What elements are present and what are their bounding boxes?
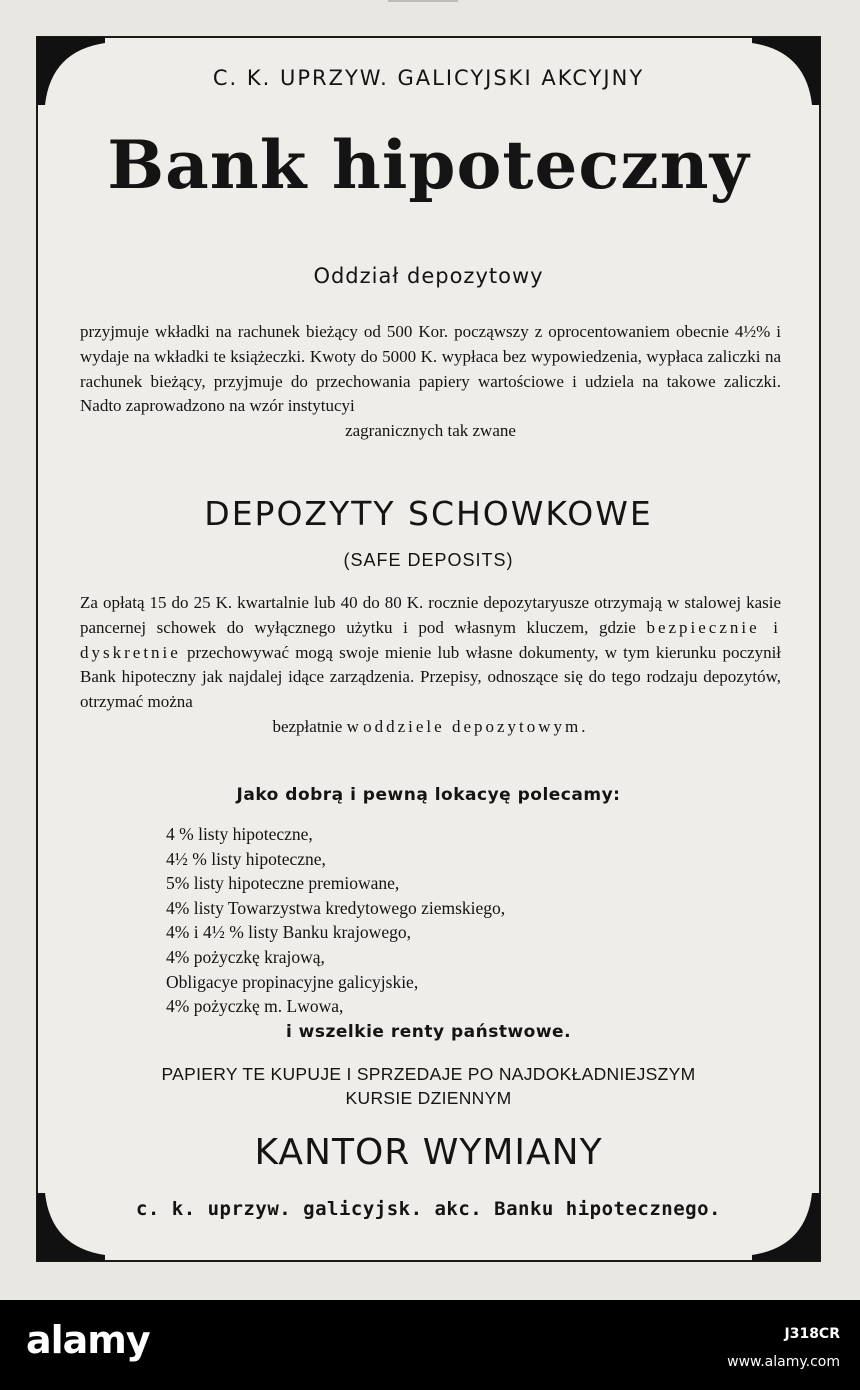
list-item: 4½ % listy hipoteczne, xyxy=(166,848,326,869)
watermark-image-id: J318CR xyxy=(784,1326,840,1342)
deposits-paragraph xyxy=(80,591,781,740)
intro-last-line: zagranicznych tak zwane xyxy=(345,421,516,441)
page-title: Bank hipoteczny xyxy=(107,126,750,204)
deposits-last-a: bezpłatnie w xyxy=(272,716,359,736)
overline: C. K. UPRZYW. GALICYJSKI AKCYJNY xyxy=(212,66,645,90)
list-item: Obligacye propinacyjne galicyjskie, xyxy=(166,971,419,992)
exchange-office-heading: KANTOR WYMIANY xyxy=(254,1132,603,1173)
deposits-text-a: Za opłatą 15 do 25 K. kwartalnie lub 40 do 80 K. rocznie depozytaryusze otrzymają w stalowej kasie pancernej schowek do wyłącznego użytku i pod własnym kluczem, gdzie xyxy=(80,593,781,637)
list-item: 4% pożyczkę krajową, xyxy=(166,946,325,967)
watermark-footer xyxy=(0,1300,860,1390)
section-heading: DEPOZYTY SCHOWKOWE xyxy=(204,494,653,533)
buy-sell-line-1: PAPIERY TE KUPUJE I SPRZEDAJE PO NAJDOKŁADNIEJSZYM xyxy=(161,1064,696,1084)
buy-sell-line-2: KURSIE DZIENNYM xyxy=(345,1088,512,1108)
advertisement-frame xyxy=(36,36,821,1262)
list-item: 5% listy hipoteczne premiowane, xyxy=(166,873,400,894)
list-item: 4% listy Towarzystwa kredytowego ziemskiego, xyxy=(166,897,506,918)
list-item: 4% i 4½ % listy Banku krajowego, xyxy=(166,922,411,943)
watermark-logo: alamy xyxy=(26,1318,150,1362)
deposits-last-spaced: oddziele depozytowym. xyxy=(363,716,589,736)
deposits-last-line xyxy=(80,715,781,740)
recommend-heading: Jako dobrą i pewną lokacyę polecamy: xyxy=(236,785,621,805)
bank-name-line: c. k. uprzyw. galicyjsk. akc. Banku hipotecznego. xyxy=(135,1198,721,1220)
watermark-url: www.alamy.com xyxy=(727,1354,840,1370)
deposits-spaced-text: bezpiecznie i dyskretnie xyxy=(80,617,781,662)
list-item: 4 % listy hipoteczne, xyxy=(166,824,313,844)
intro-body: przyjmuje wkładki na rachunek bieżący od 500 Kor. począwszy z oprocentowaniem obecnie 4½% i wydaje na wkładki te książeczki. Kwoty do 5000 K. wypłaca bez wypowiedzenia, wypłaca zaliczki na rachunek bieżący, przyjmuje do przechowania papiery wartościowe i udziela na takowe zaliczki. Nadto zaprowadzono na wzór instytucyi xyxy=(80,322,781,416)
intro-paragraph xyxy=(80,320,781,444)
buy-sell-notice xyxy=(78,1062,779,1110)
top-rule xyxy=(388,0,458,2)
section-subheading: (SAFE DEPOSITS) xyxy=(343,550,514,570)
securities-list xyxy=(166,822,505,1019)
closing-line: i wszelkie renty państwowe. xyxy=(285,1022,572,1042)
deposits-text-b: przechowywać mogą swoje mienie lub własne dokumenty, w tym kierunku poczynił Bank hipoteczny jak najdalej idące zarządzenia. Przepisy, odnoszące się do tego rodzaju depozytów, otrzymać można xyxy=(80,642,782,712)
list-item: 4% pożyczkę m. Lwowa, xyxy=(166,996,344,1017)
subtitle: Oddział depozytowy xyxy=(313,264,544,288)
